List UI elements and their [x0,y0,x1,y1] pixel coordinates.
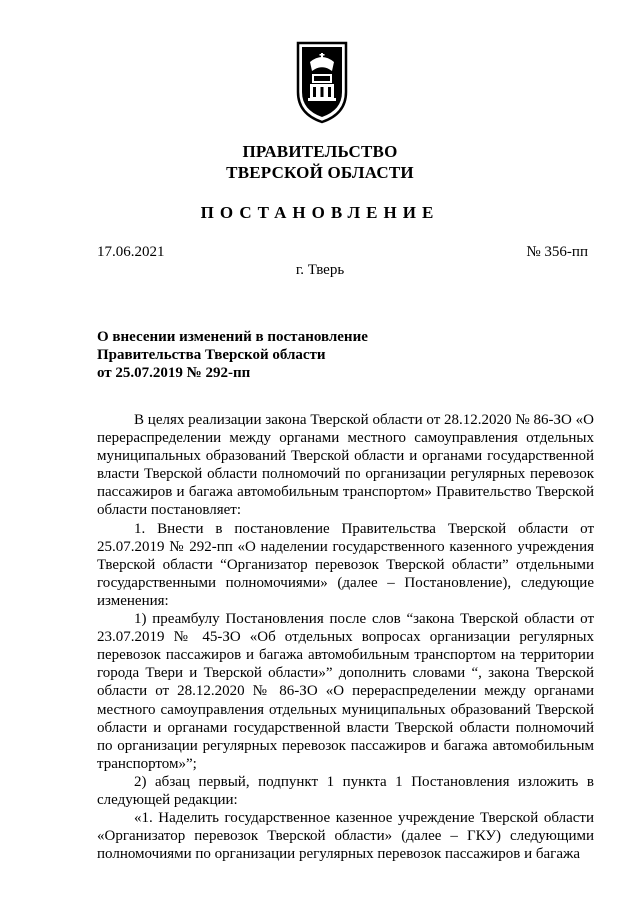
document-city: г. Тверь [295,262,345,278]
coat-of-arms-emblem [296,40,348,124]
organization-name-line-1: ПРАВИТЕЛЬСТВО [242,142,398,161]
body-paragraph: В целях реализации закона Тверской области от 28.12.2020 № 86-ЗО «О перераспределении между органами местного самоуправления отдельных муниципальных образований Тверской области и органами государственной власти Тверской области полномочий по организации регулярных перевозок пассажиров и багажа автомобильным транспортом» Правительство Тверской области постановляет: [97,412,594,519]
body-paragraph: 1. Внести в постановление Правительства Тверской области от 25.07.2019 № 292-пп «О наделении государственного казенного учреждения Тверской области “Организатор перевозок Тверской области” отдельными государственными полномочиями» (далее – Постановление), следующие изменения: [97,520,594,609]
body-paragraph: 1) преамбулу Постановления после слов “закона Тверской области от 23.07.2019 № 45-ЗО «Об отдельных вопросах организации регулярных перевозок пассажиров и багажа автомобильным транспортом на территории города Твери и Тверской области»” дополнить словами “, закона Тверской области от 28.12.2020 № 86-ЗО «О перераспределении между органами местного самоуправления отдельных муниципальных образований Тверской области и органами государственной власти Тверской области полномочий по организации регулярных перевозок пассажиров и багажа автомобильным транспортом»”; [97,611,594,772]
document-body [97,411,594,863]
body-paragraph: «1. Наделить государственное казенное учреждение Тверской области «Организатор перевозок Тверской области» (далее – ГКУ) следующими полномочиями по организации регулярных перевозок пассажиров и багажа [97,810,594,863]
document-number: № 356-пп [526,244,588,260]
document-type-title: ПОСТАНОВЛЕНИЕ [200,203,440,222]
subject-line: от 25.07.2019 № 292-пп [97,365,251,381]
subject-line: Правительства Тверской области [97,347,326,363]
subject-line: О внесении изменений в постановление [97,329,368,345]
body-paragraph: 2) абзац первый, подпункт 1 пункта 1 Постановления изложить в следующей редакции: [97,773,594,808]
organization-name-line-2: ТВЕРСКОЙ ОБЛАСТИ [226,163,414,182]
document-subject [97,328,368,382]
document-date: 17.06.2021 [97,244,165,260]
